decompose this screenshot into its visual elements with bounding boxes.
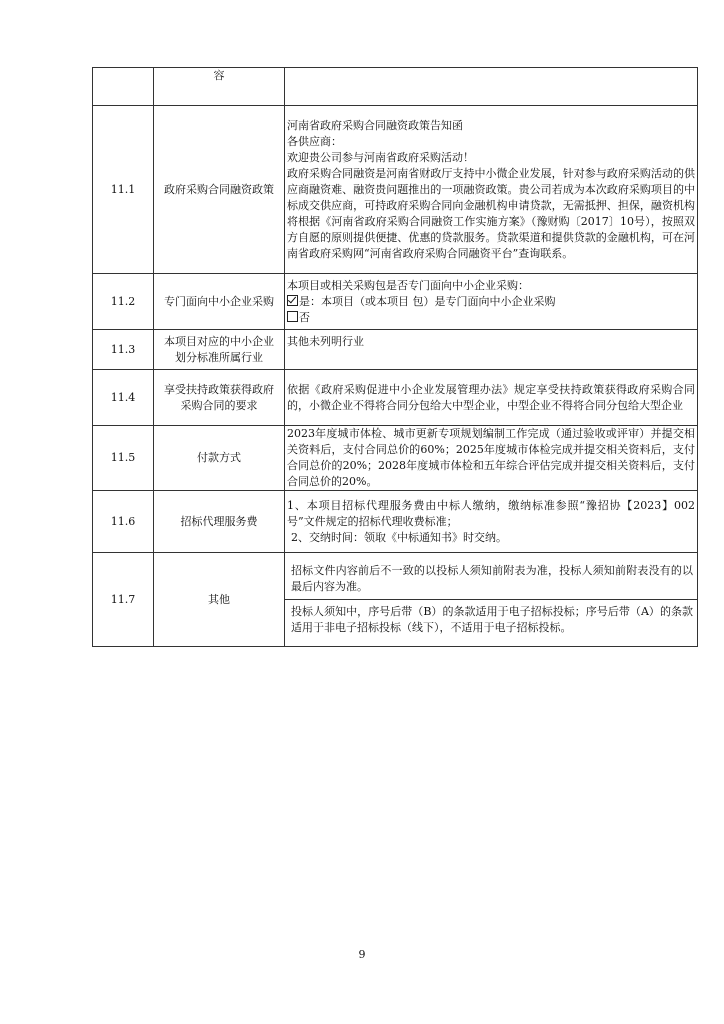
row-number: 11.7 <box>93 553 154 647</box>
row-title: 政府采购合同融资政策 <box>154 106 285 274</box>
financing-policy-notice <box>285 106 698 274</box>
agency-fee-cell <box>285 491 698 553</box>
other-cell <box>285 553 698 647</box>
row-number: 11.2 <box>93 274 154 330</box>
other-nested-table <box>285 559 697 640</box>
row-title: 专门面向中小企业采购 <box>154 274 285 330</box>
option-no: 否 <box>287 310 695 326</box>
table-row <box>93 274 698 330</box>
row-title: 享受扶持政策获得政府采购合同的要求 <box>154 370 285 426</box>
notice-welcome: 欢迎贵公司参与河南省政府采购活动！ <box>287 150 474 164</box>
row-number: 11.1 <box>93 106 154 274</box>
table-row <box>93 491 698 553</box>
table-row <box>93 370 698 426</box>
row-title: 其他 <box>154 553 285 647</box>
sme-question: 本项目或相关采购包是否专门面向中小企业采购： <box>287 278 529 292</box>
row-title: 付款方式 <box>154 426 285 491</box>
cell-name <box>154 68 285 106</box>
support-policy-text: 依据《政府采购促进中小企业发展管理办法》规定享受扶持政策获得政府采购合同的，小微企业不得将合同分包给大中型企业，中型企业不得将合同分包给大型企业 <box>285 370 698 426</box>
agency-fee-item: 2、交纳时间：领取《中标通知书》时交纳。 <box>291 530 507 544</box>
notice-salutation: 各供应商： <box>287 134 342 148</box>
cell-desc <box>285 68 698 106</box>
checked-checkbox-icon <box>287 295 298 306</box>
header-name-tail: 容 <box>213 69 225 82</box>
row-number: 11.3 <box>93 330 154 370</box>
row-title: 本项目对应的中小企业划分标准所属行业 <box>154 330 285 370</box>
option-yes: 是：本项目（或本项目 包）是专门面向中小企业采购 <box>287 294 695 310</box>
industry-value: 其他未列明行业 <box>285 330 698 370</box>
empty-checkbox-icon <box>287 311 298 322</box>
table-row <box>93 106 698 274</box>
row-number: 11.6 <box>93 491 154 553</box>
agency-fee-item: 1、本项目招标代理服务费由中标人缴纳，缴纳标准参照“豫招协【2023】002号”文件规定的招标代理收费标准； <box>287 498 695 528</box>
payment-terms-text: 2023年度城市体检、城市更新专项规划编制工作完成（通过验收或评审）并提交相关资料后，支付合同总价的60%；2025年度城市体检完成并提交相关资料后，支付合同总价的20%；2028年度城市体检和五年综合评估完成并提交相关资料后，支付合同总价的20%。 <box>285 426 698 491</box>
table-row <box>93 426 698 491</box>
page-number: 9 <box>358 948 366 961</box>
row-number: 11.5 <box>93 426 154 491</box>
other-paragraph: 招标文件内容前后不一致的以投标人须知前附表为准，投标人须知前附表没有的以最后内容为准。 <box>285 559 697 600</box>
notice-title: 河南省政府采购合同融资政策告知函 <box>287 118 463 132</box>
other-paragraph: 投标人须知中，序号后带（B）的条款适用于电子招标投标；序号后带（A）的条款适用于非电子招标投标（线下），不适用于电子招标投标。 <box>291 605 693 634</box>
table-row <box>93 553 698 647</box>
table-row <box>93 330 698 370</box>
cell-no <box>93 68 154 106</box>
table-row <box>93 68 698 106</box>
row-number: 11.4 <box>93 370 154 426</box>
sme-procurement-cell <box>285 274 698 330</box>
row-title: 招标代理服务费 <box>154 491 285 553</box>
bid-notice-table <box>92 67 698 647</box>
notice-body: 政府采购合同融资是河南省财政厅支持中小微企业发展，针对参与政府采购活动的供应商融资难、融资贵问题推出的一项融资政策。贵公司若成为本次政府采购项目的中标成交供应商，可持政府采购合同向金融机构申请贷款，无需抵押、担保，融资机构将根据《河南省政府采购合同融资工作实施方案》（豫财购〔2017〕10号），按照双方自愿的原则提供便捷、优惠的贷款服务。贷款渠道和提供贷款的金融机构，可在河南省政府采购网“河南省政府采购合同融资平台”查询联系。 <box>287 166 695 260</box>
